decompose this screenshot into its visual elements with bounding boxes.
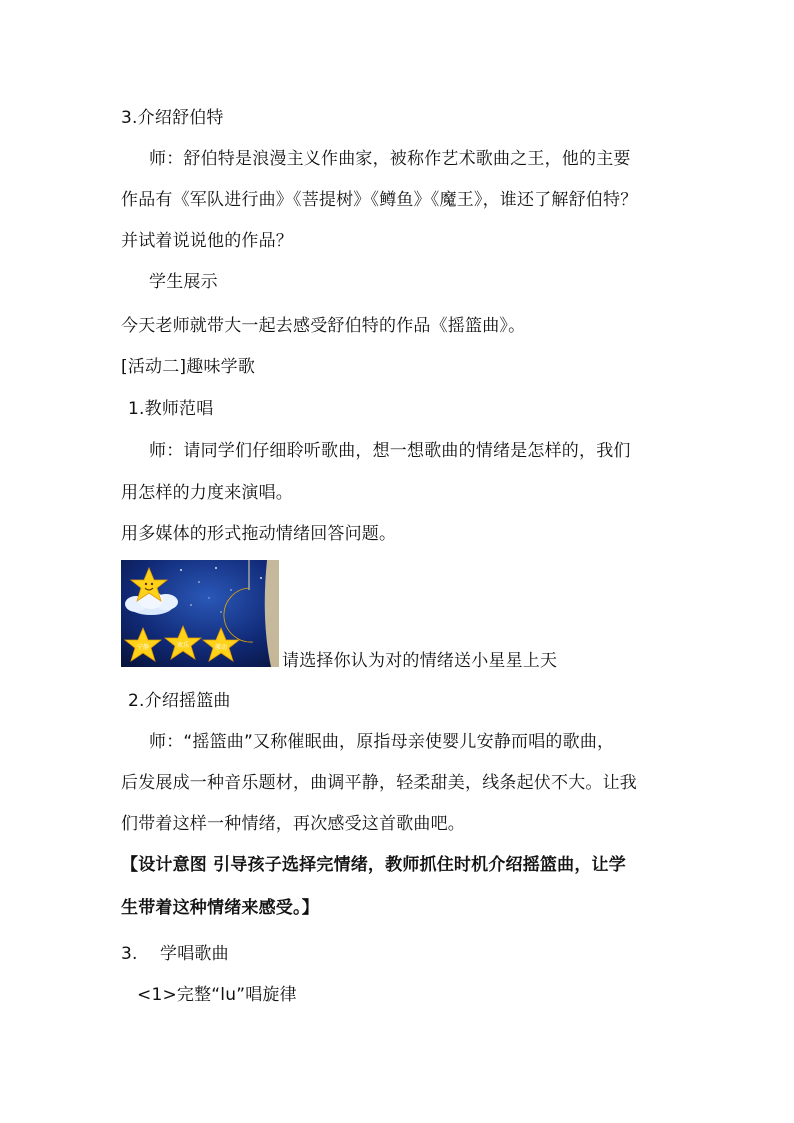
paragraph-line: 作品有《军队进行曲》《菩提树》《鳟鱼》《魔王》，谁还了解舒伯特？	[121, 190, 638, 210]
emotion-star-label: 宁静	[136, 644, 150, 651]
design-intent-note: 生带着这种情绪来感受。】	[121, 898, 319, 918]
section-heading-introduce-schubert: 3.介绍舒伯特	[121, 108, 224, 128]
night-sky-image	[121, 560, 279, 667]
section-heading-learn-song: 3. 学唱歌曲	[121, 944, 229, 964]
paragraph-line: 们带着这样一种情绪，再次感受这首歌曲吧。	[121, 814, 465, 834]
paragraph-line: <1>完整“lu”唱旋律	[137, 985, 297, 1005]
paragraph-line: 用怎样的力度来演唱。	[121, 483, 293, 503]
paragraph-line: 学生展示	[149, 272, 218, 292]
paragraph-line: 师：“摇篮曲”又称催眠曲，原指母亲使婴儿安静而唱的歌曲，	[149, 732, 615, 752]
paragraph-line: 后发展成一种音乐题材，曲调平静，轻柔甜美，线条起伏不大。让我	[121, 773, 637, 793]
design-intent-note: 【设计意图 引导孩子选择完情绪，教师抓住时机介绍摇篮曲，让学	[121, 855, 626, 875]
paragraph-line: 师：舒伯特是浪漫主义作曲家，被称作艺术歌曲之王，他的主要	[149, 149, 631, 169]
emotion-stars-illustration	[121, 560, 279, 667]
paragraph-line: 并试着说说他的作品？	[121, 231, 293, 251]
section-heading-introduce-lullaby: 2.介绍摇篮曲	[128, 691, 231, 711]
section-heading-teacher-demo: 1.教师范唱	[128, 399, 214, 419]
emotion-star-label: 激动	[214, 644, 228, 651]
paragraph-line: 用多媒体的形式拖动情绪回答问题。	[121, 524, 397, 544]
paragraph-line: 今天老师就带大一起去感受舒伯特的作品《摇篮曲》。	[121, 316, 526, 336]
activity-heading: [活动二]趣味学歌	[121, 357, 256, 377]
emotion-star-label: 欢乐	[176, 642, 190, 649]
paragraph-line: 师：请同学们仔细聆听歌曲，想一想歌曲的情绪是怎样的，我们	[149, 441, 631, 461]
illustration-caption: 请选择你认为对的情绪送小星星上天	[282, 651, 558, 671]
